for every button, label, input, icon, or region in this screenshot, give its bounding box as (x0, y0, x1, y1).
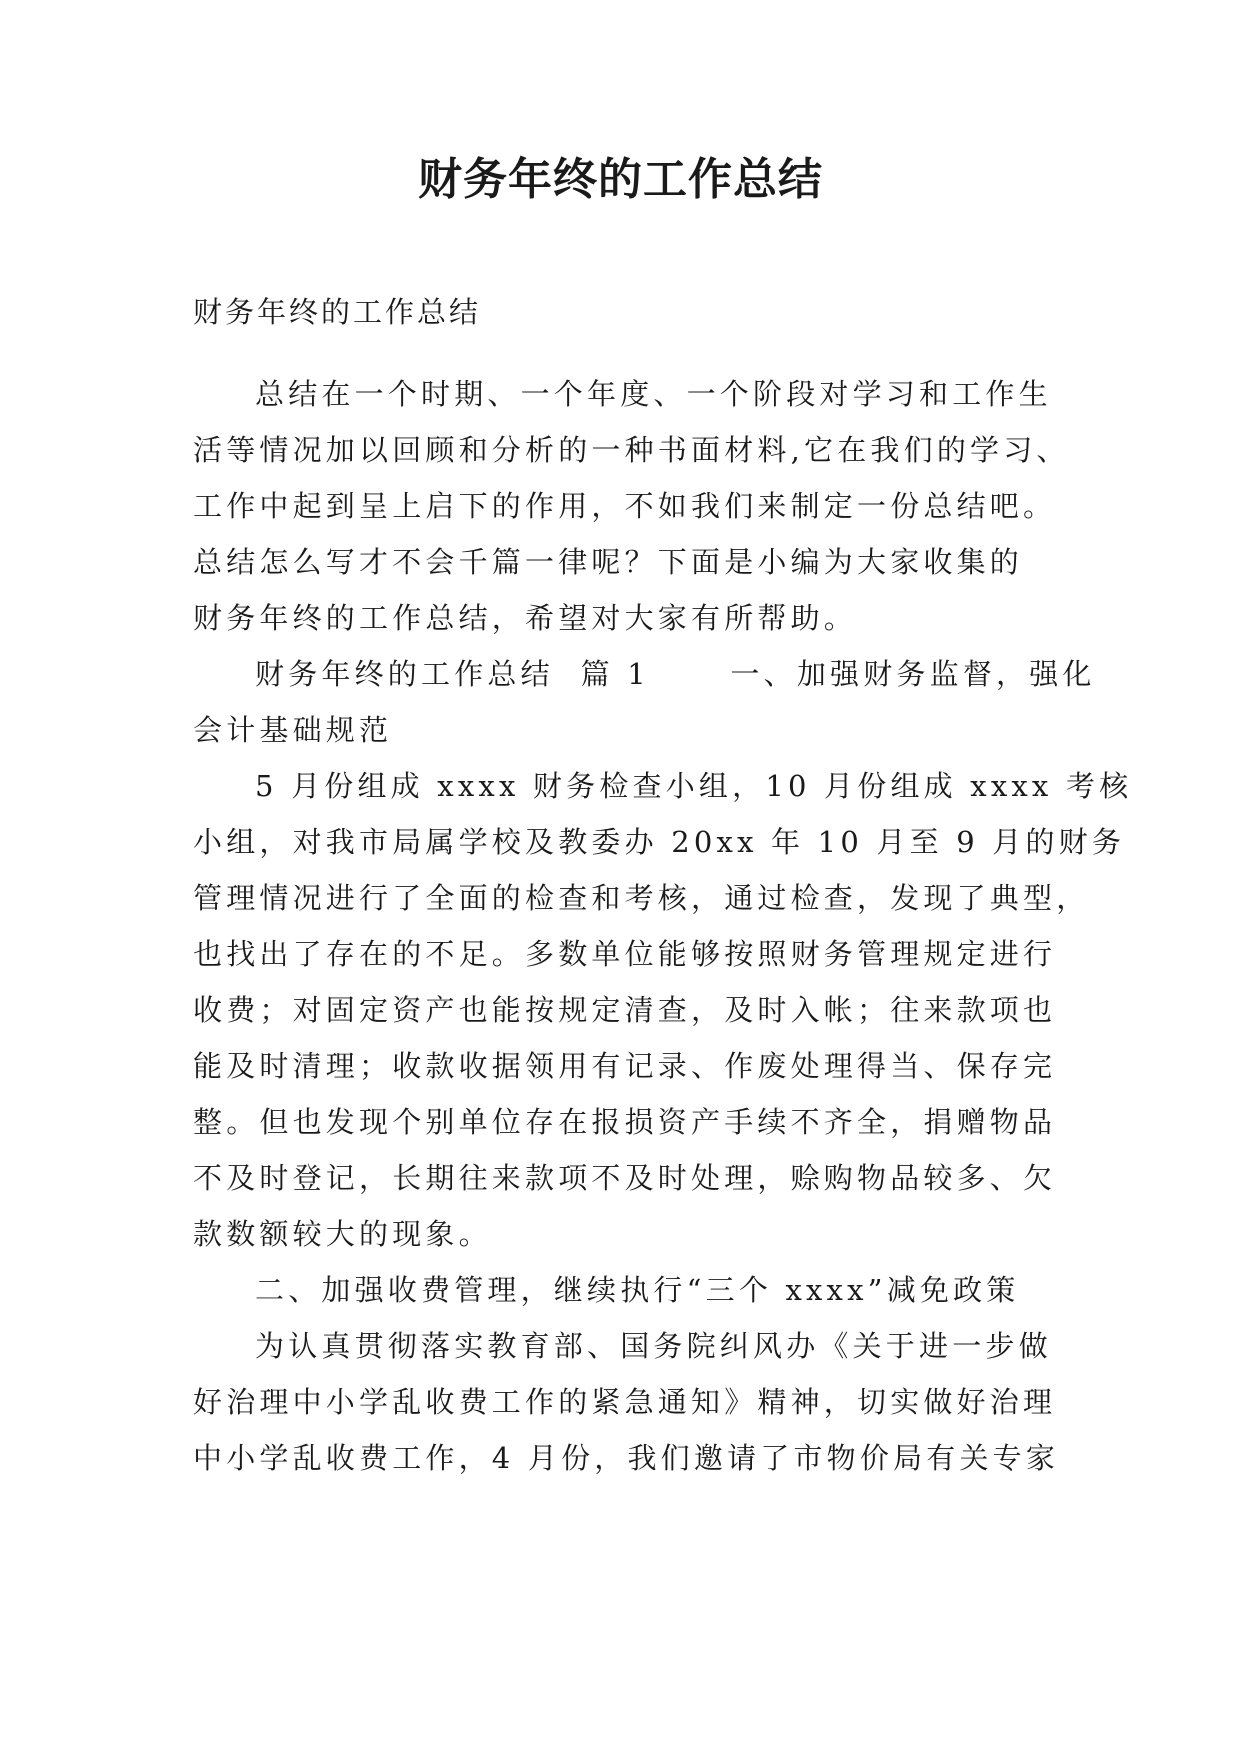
body-line: 好治理中小学乱收费工作的紧急通知》精神，切实做好治理 (193, 1385, 1057, 1419)
body-line: 不及时登记，长期往来款项不及时处理，赊购物品较多、欠 (193, 1161, 1057, 1195)
body-line: 二、加强收费管理，继续执行“三个 xxxx”减免政策 (255, 1273, 1020, 1307)
body-line: 整。但也发现个别单位存在报损资产手续不齐全，捐赠物品 (193, 1105, 1057, 1139)
document-title: 财务年终的工作总结 (418, 154, 823, 205)
body-line: 5 月份组成 xxxx 财务检查小组，10 月份组成 xxxx 考核 (255, 769, 1133, 803)
body-line: 管理情况进行了全面的检查和考核，通过检查，发现了典型， (193, 881, 1090, 915)
body-line: 财务年终的工作总结，希望对大家有所帮助。 (193, 601, 858, 635)
body-line: 会计基础规范 (193, 713, 393, 747)
body-line: 总结在一个时期、一个年度、一个阶段对学习和工作生 (255, 377, 1052, 411)
document-subtitle: 财务年终的工作总结 (193, 295, 482, 329)
body-line: 也找出了存在的不足。多数单位能够按照财务管理规定进行 (193, 937, 1057, 971)
body-line: 为认真贯彻落实教育部、国务院纠风办《关于进一步做 (255, 1329, 1052, 1363)
body-line: 中小学乱收费工作，4 月份，我们邀请了市物价局有关专家 (193, 1441, 1060, 1475)
body-line: 小组，对我市局属学校及教委办 20xx 年 10 月至 9 月的财务 (193, 825, 1126, 859)
body-line: 收费；对固定资产也能按规定清查，及时入帐；往来款项也 (193, 993, 1057, 1027)
body-line: 工作中起到呈上启下的作用，不如我们来制定一份总结吧。 (193, 489, 1057, 523)
body-line: 能及时清理；收款收据领用有记录、作废处理得当、保存完 (193, 1049, 1057, 1083)
body-line: 活等情况加以回顾和分析的一种书面材料,它在我们的学习、 (193, 433, 1070, 467)
body-line: 财务年终的工作总结 篇 1 一、加强财务监督，强化 (255, 657, 1096, 691)
body-line: 款数额较大的现象。 (193, 1217, 492, 1251)
body-line: 总结怎么写才不会千篇一律呢？下面是小编为大家收集的 (193, 545, 1024, 579)
